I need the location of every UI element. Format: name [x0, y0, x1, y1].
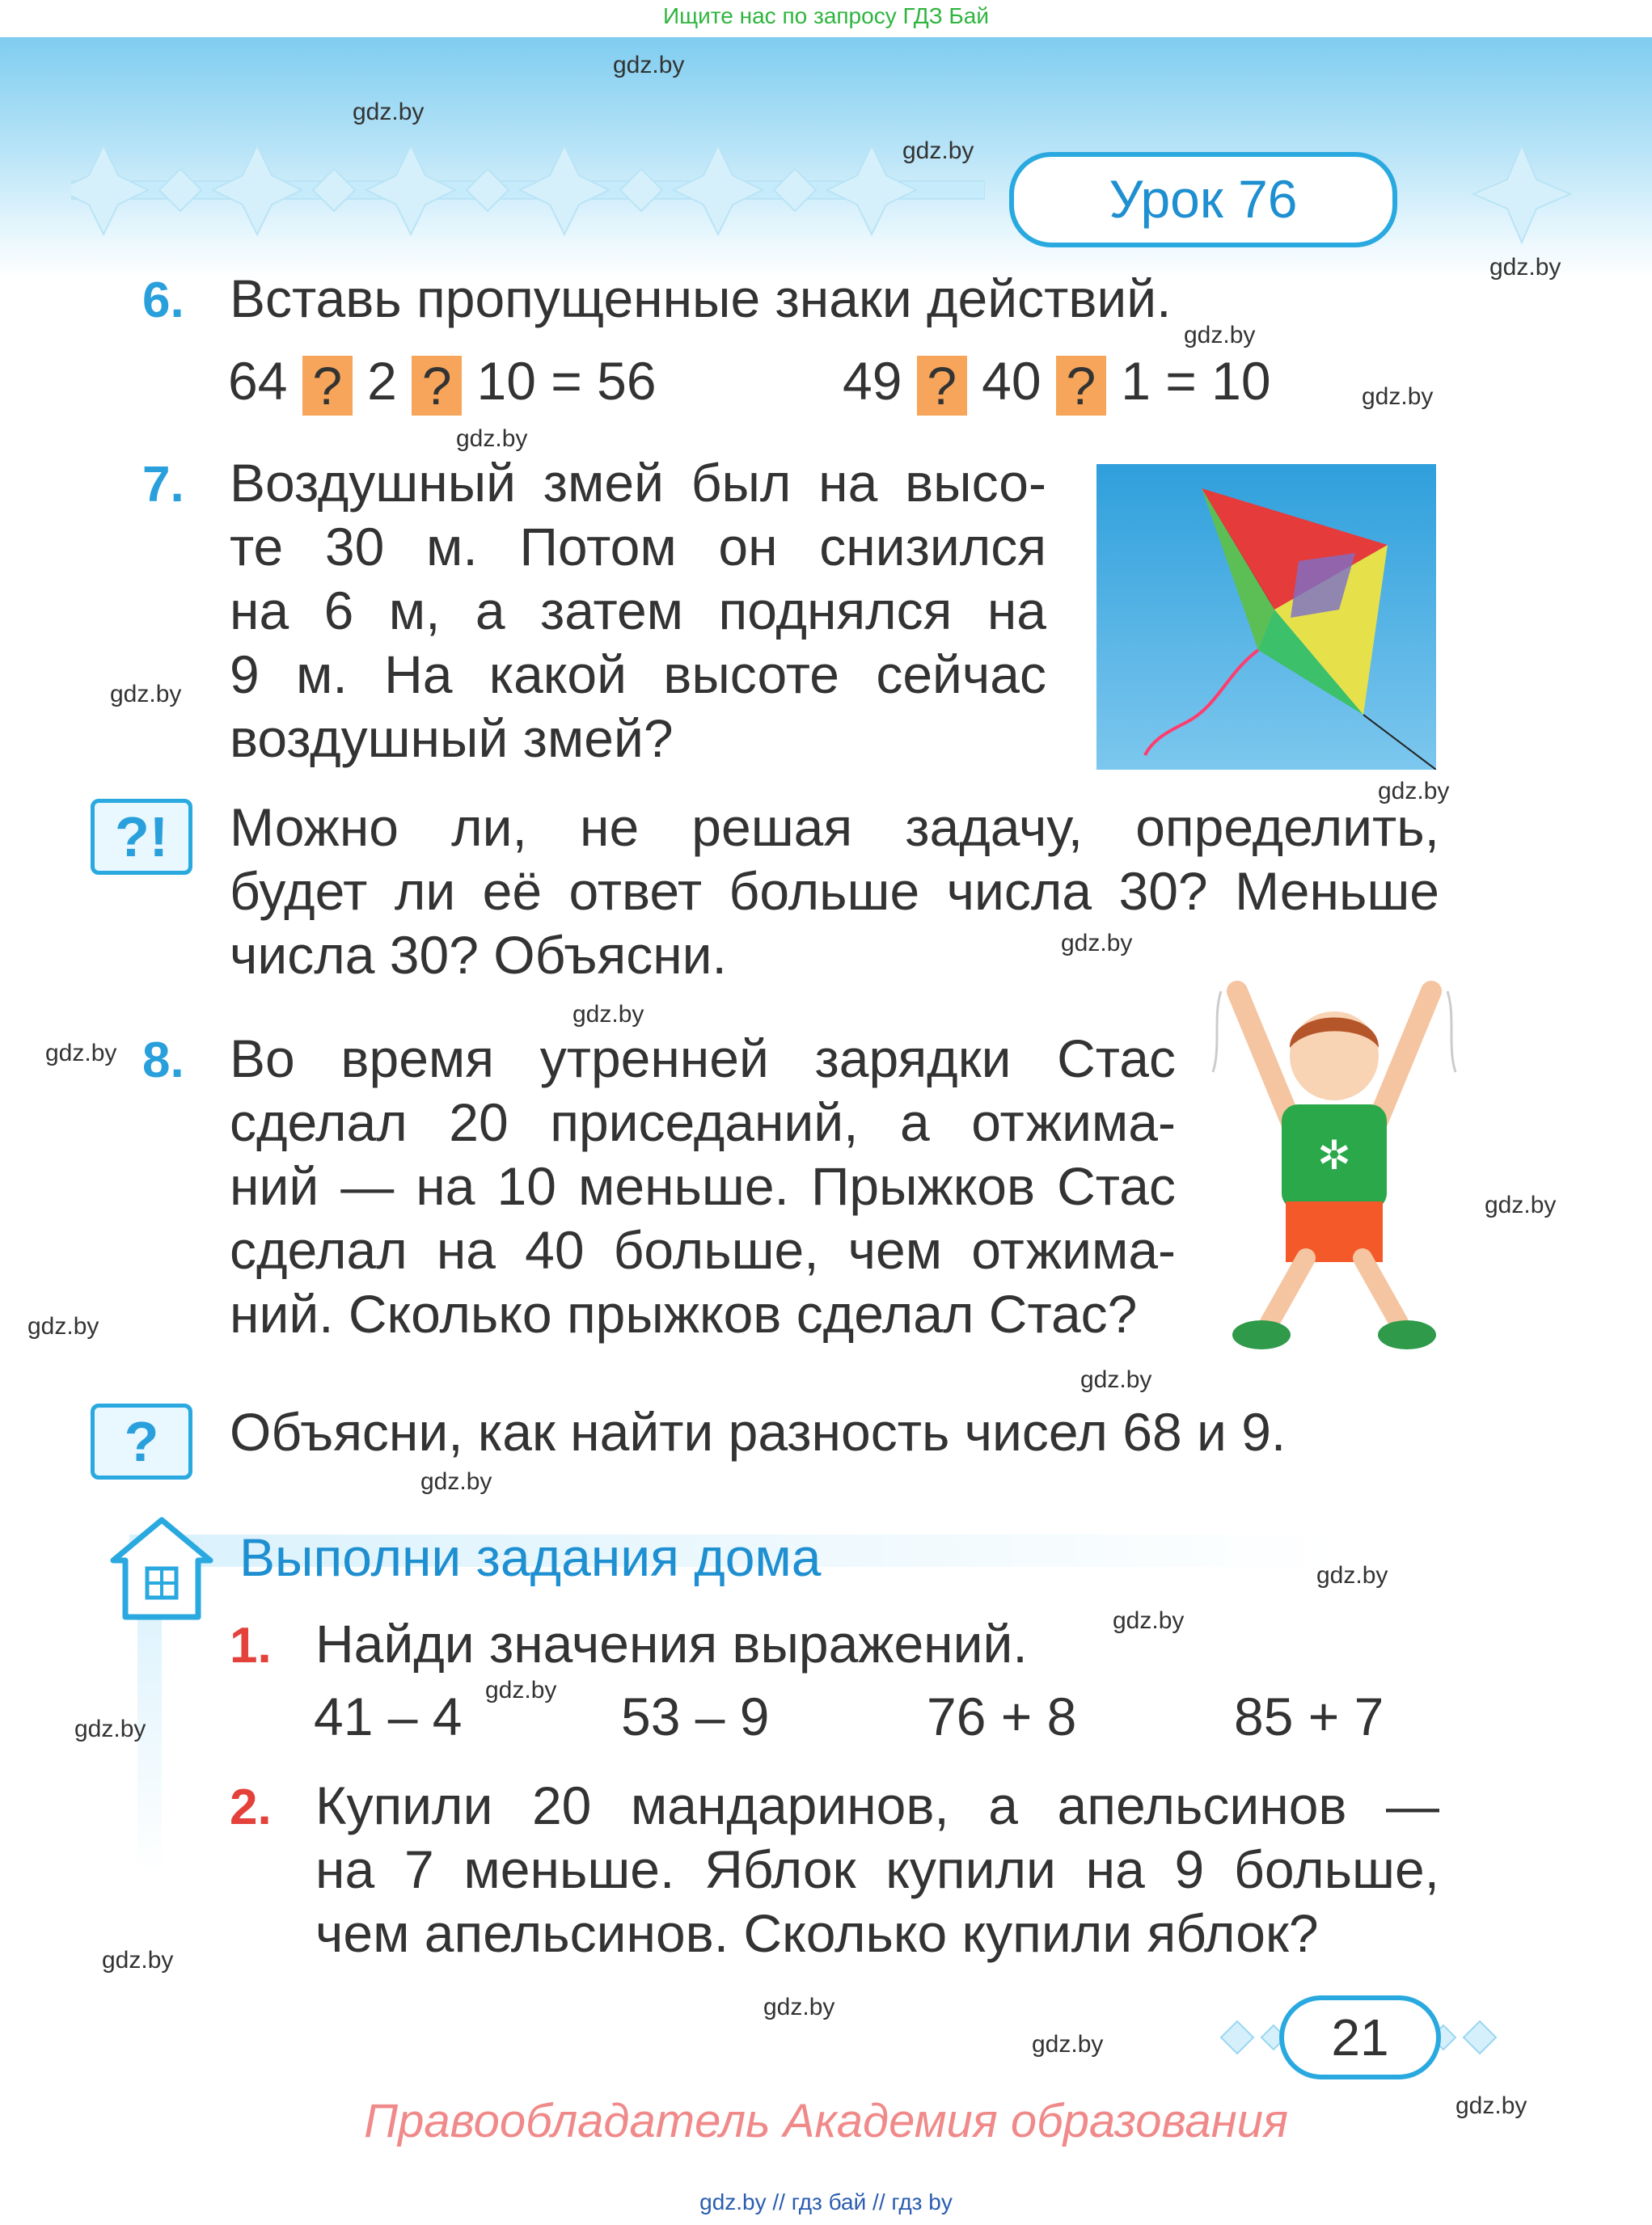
watermark: gdz.by: [27, 1313, 99, 1340]
watermark: gdz.by: [1316, 1562, 1388, 1589]
page-number: 21: [1279, 1995, 1441, 2079]
homework-task2-number: 2.: [230, 1780, 272, 1835]
house-icon: [105, 1512, 218, 1625]
task8-line-2: сделал 20 приседаний, а отжима-: [230, 1092, 1176, 1152]
homework-title: Выполни задания дома: [239, 1527, 822, 1587]
homework-task1-number: 1.: [230, 1618, 272, 1674]
ornament-snowflake-row: [71, 137, 985, 243]
task6-text: Вставь пропущенные знаки действий.: [230, 268, 1172, 328]
watermark: gdz.by: [485, 1677, 557, 1704]
task7-line-3: на 6 м, а затем поднялся на: [230, 581, 1046, 640]
eq1-b: 2: [367, 351, 397, 411]
top-search-note: Ищите нас по запросу ГДЗ Бай: [662, 3, 990, 28]
svg-text:✲: ✲: [1317, 1132, 1351, 1179]
ornament-snowflake-right: [1465, 137, 1578, 251]
watermark: gdz.by: [456, 425, 528, 452]
question-badge: ?: [91, 1404, 192, 1480]
watermark: gdz.by: [1456, 2092, 1527, 2119]
task7-line-5: воздушный змей?: [230, 708, 674, 768]
watermark: gdz.by: [110, 681, 182, 707]
watermark: gdz.by: [572, 1001, 644, 1028]
think-line-1: Можно ли, не решая задачу, определить,: [230, 797, 1439, 857]
footer-links[interactable]: gdz.by // гдз бай // гдз by: [699, 2189, 953, 2214]
task8-line-3: ний — на 10 меньше. Прыжков Стас: [230, 1156, 1176, 1216]
watermark: gdz.by: [1184, 322, 1256, 348]
watermark: gdz.by: [1061, 930, 1133, 956]
task8-number: 8.: [142, 1032, 184, 1088]
watermark: gdz.by: [74, 1716, 146, 1742]
watermark: gdz.by: [1378, 778, 1450, 804]
task8-line-5: ний. Сколько прыжков сделал Стас?: [230, 1284, 1138, 1344]
watermark: gdz.by: [1489, 254, 1561, 281]
think-line-3: числа 30? Объясни.: [230, 925, 727, 985]
task8-line-1: Во время утренней зарядки Стас: [230, 1028, 1176, 1088]
think-line-2: будет ли её ответ больше числа 30? Меньше: [230, 861, 1439, 921]
homework-task2-line-2: на 7 меньше. Яблок купили на 9 больше,: [315, 1839, 1439, 1899]
watermark: gdz.by: [1485, 1192, 1557, 1218]
watermark: gdz.by: [1080, 1366, 1152, 1393]
rights-holder: Правообладатель Академия образования: [364, 2095, 1288, 2147]
watermark: gdz.by: [353, 99, 425, 125]
eq1-c: 10 = 56: [476, 351, 657, 411]
lesson-title: Урок 76: [1009, 152, 1397, 247]
watermark: gdz.by: [613, 52, 685, 78]
expression-1: 41 – 4: [314, 1687, 463, 1746]
task6-number: 6.: [142, 272, 184, 328]
expression-2: 53 – 9: [621, 1687, 770, 1746]
task7-number: 7.: [142, 457, 184, 513]
task7-line-1: Воздушный змей был на высо-: [230, 453, 1046, 513]
task6-equation-1: [228, 349, 657, 416]
watermark: gdz.by: [763, 1994, 835, 2020]
watermark: gdz.by: [420, 1468, 492, 1495]
eq2-a: 49: [843, 351, 902, 411]
watermark: gdz.by: [1362, 383, 1434, 410]
missing-sign-box: ?: [302, 356, 353, 416]
expression-3: 76 + 8: [927, 1687, 1077, 1746]
eq2-b: 40: [982, 351, 1041, 411]
watermark: gdz.by: [1032, 2031, 1104, 2058]
eq1-a: 64: [228, 351, 288, 411]
kite-image: [1096, 464, 1436, 770]
task8-line-4: сделал на 40 больше, чем отжима-: [230, 1220, 1176, 1280]
think-badge: ?!: [91, 799, 192, 875]
watermark: gdz.by: [45, 1040, 117, 1066]
watermark: gdz.by: [102, 1947, 174, 1974]
question-text: Объясни, как найти разность чисел 68 и 9.: [230, 1402, 1287, 1462]
homework-task2-line-3: чем апельсинов. Сколько купили яблок?: [315, 1903, 1319, 1963]
watermark: gdz.by: [902, 137, 974, 164]
task6-equation-2: [843, 349, 1271, 416]
homework-task1-text: Найди значения выражений.: [315, 1614, 1028, 1674]
task7-line-4: 9 м. На какой высоте сейчас: [230, 644, 1046, 704]
missing-sign-box: ?: [1056, 356, 1106, 416]
homework-task2-line-1: Купили 20 мандаринов, а апельсинов —: [315, 1775, 1439, 1835]
boy-exercise-image: [1205, 967, 1464, 1355]
expression-4: 85 + 7: [1234, 1687, 1384, 1746]
missing-sign-box: ?: [412, 356, 462, 416]
eq2-c: 1 = 10: [1121, 351, 1271, 411]
watermark: gdz.by: [1113, 1607, 1185, 1634]
task7-line-2: те 30 м. Потом он снизился: [230, 517, 1046, 576]
missing-sign-box: ?: [917, 356, 967, 416]
